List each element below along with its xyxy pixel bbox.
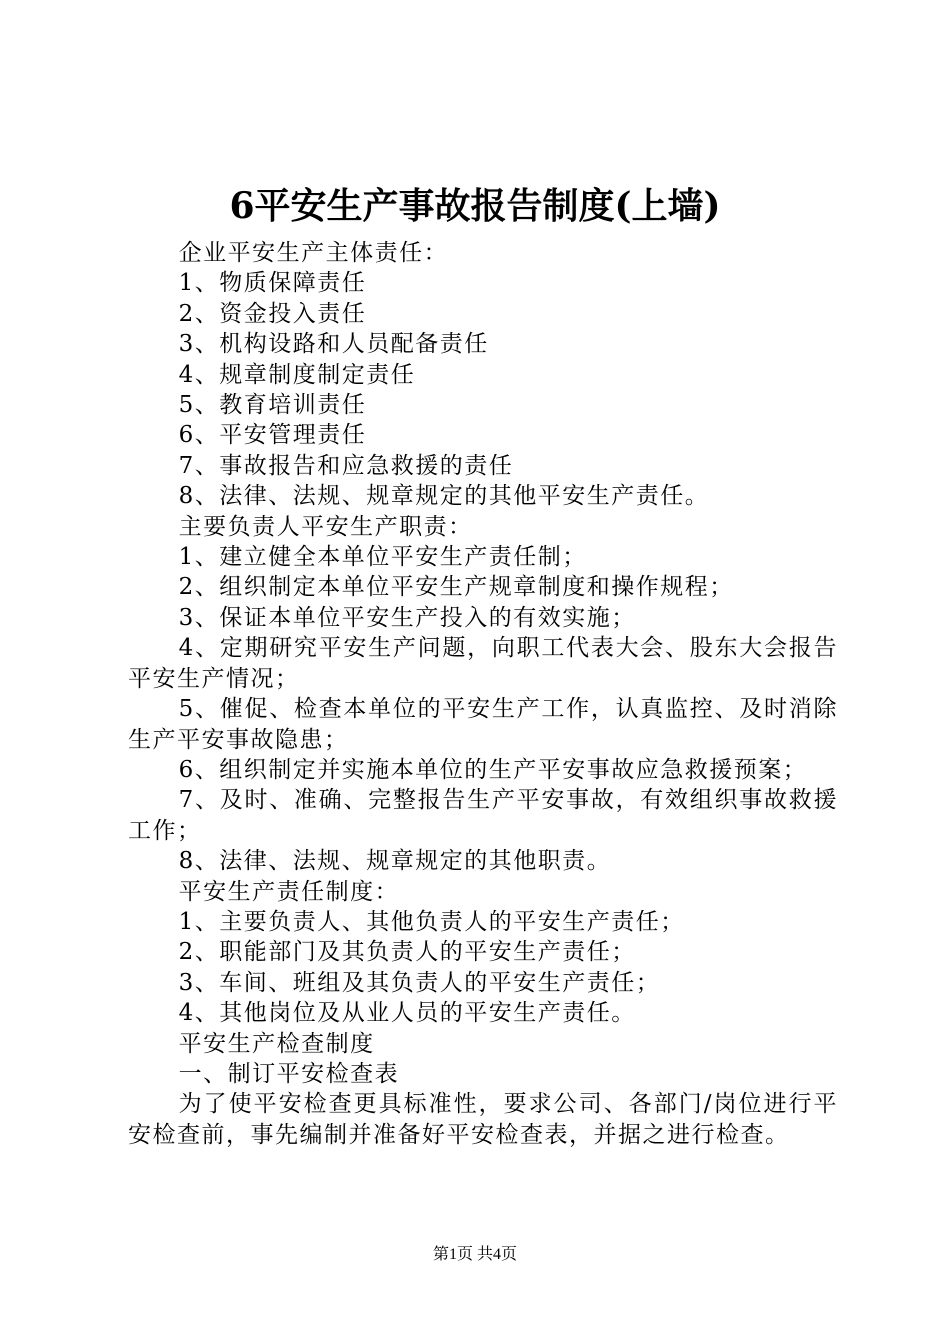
- document-paragraph: 8、法律、法规、规章规定的其他职责。: [178, 848, 612, 875]
- document-title: 6平安生产事故报告制度(上墙): [229, 185, 721, 227]
- document-paragraph: 一、制订平安检查表: [178, 1060, 400, 1087]
- document-paragraph: 4、其他岗位及从业人员的平安生产责任。: [178, 1000, 636, 1027]
- document-paragraph: 1、物质保障责任: [178, 270, 367, 297]
- document-paragraph: 为了使平安检查更具标准性，要求公司、各部门/岗位进行平安检查前，事先编制并准备好平安检查表，并据之进行检查。: [128, 1091, 838, 1148]
- document-paragraph: 6、平安管理责任: [178, 422, 367, 449]
- document-paragraph: 6、组织制定并实施本单位的生产平安事故应急救援预案；: [178, 756, 808, 783]
- document-paragraph: 4、规章制度制定责任: [178, 361, 416, 388]
- page-footer: 第1页 共4页: [432, 1246, 517, 1263]
- document-paragraph: 7、事故报告和应急救援的责任: [178, 452, 514, 479]
- document-paragraph: 平安生产责任制度：: [178, 878, 400, 905]
- document-paragraph: 5、教育培训责任: [178, 392, 367, 419]
- document-paragraph: 主要负责人平安生产职责：: [178, 513, 473, 540]
- document-paragraph: 3、保证本单位平安生产投入的有效实施；: [178, 604, 636, 631]
- document-paragraph: 平安生产检查制度: [178, 1030, 375, 1057]
- document-paragraph: 2、职能部门及其负责人的平安生产责任；: [178, 939, 636, 966]
- document-paragraph: 1、主要负责人、其他负责人的平安生产责任；: [178, 908, 685, 935]
- document-paragraph: 2、资金投入责任: [178, 300, 367, 327]
- document-paragraph: 4、定期研究平安生产问题，向职工代表大会、股东大会报告平安生产情况；: [128, 635, 838, 692]
- document-paragraph: 1、建立健全本单位平安生产责任制；: [178, 544, 587, 571]
- document-paragraph: 3、车间、班组及其负责人的平安生产责任；: [178, 969, 661, 996]
- document-paragraph: 企业平安生产主体责任：: [178, 240, 449, 266]
- document-paragraph: 7、及时、准确、完整报告生产平安事故，有效组织事故救援工作；: [128, 787, 838, 844]
- document-paragraph: 8、法律、法规、规章规定的其他平安生产责任。: [178, 483, 710, 510]
- document-paragraph: 3、机构设路和人员配备责任: [178, 331, 489, 358]
- document-body: [128, 238, 838, 1150]
- document-paragraph: 2、组织制定本单位平安生产规章制度和操作规程；: [178, 574, 734, 601]
- document-paragraph: 5、催促、检查本单位的平安生产工作，认真监控、及时消除生产平安事故隐患；: [128, 696, 838, 753]
